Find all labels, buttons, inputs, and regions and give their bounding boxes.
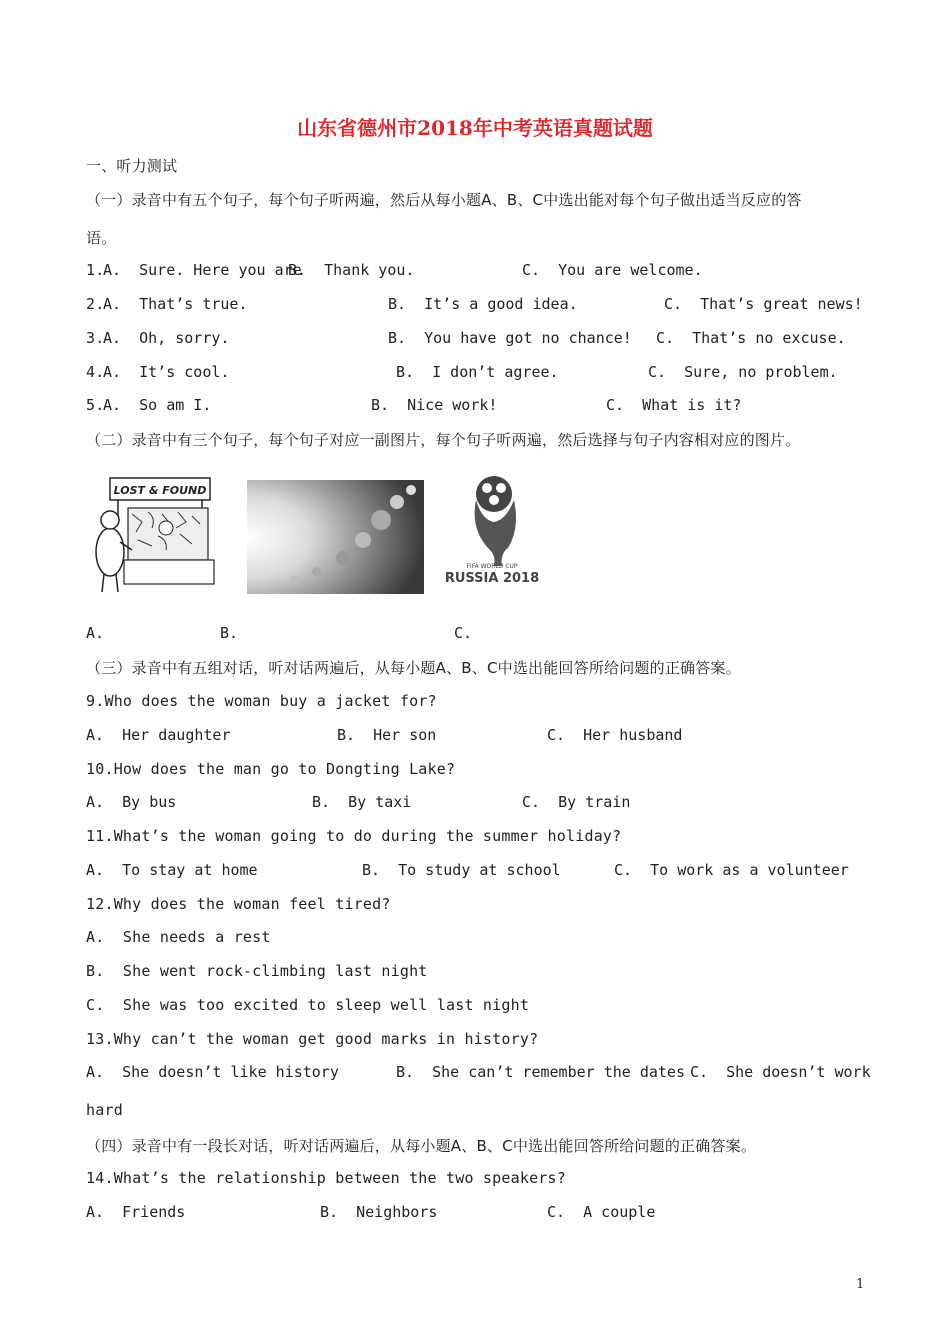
q13-option-b: B. She can’t remember the dates (396, 1063, 685, 1081)
q13-option-c-cont: hard (86, 1101, 123, 1119)
q11-option-c: C. To work as a volunteer (614, 861, 849, 879)
q10-question: 10.How does the man go to Dongting Lake? (86, 760, 456, 778)
q9-option-a: A. Her daughter (86, 726, 231, 744)
picture-label-c: C. (454, 624, 473, 642)
q10-option-c: C. By train (522, 793, 631, 811)
q1-number: 1. (86, 261, 105, 279)
q4-option-a: A. It’s cool. (103, 363, 230, 381)
q14-option-c: C. A couple (547, 1203, 656, 1221)
q12-option-b: B. She went rock-climbing last night (86, 962, 428, 980)
picture-label-b: B. (220, 624, 239, 642)
q1-option-b: B. Thank you. (288, 261, 415, 279)
part2-intro: （二）录音中有三个句子，每个句子对应一副图片，每个句子听两遍，然后选择与句子内容相对应的图片。 (86, 431, 801, 449)
q13-option-a: A. She doesn’t like history (86, 1063, 339, 1081)
q3-number: 3. (86, 329, 105, 347)
q9-option-c: C. Her husband (547, 726, 683, 744)
page-title: 山东省德州市2018年中考英语真题试题 (297, 116, 653, 140)
q4-option-b: B. I don’t agree. (396, 363, 559, 381)
russia-2018-text: RUSSIA 2018 (444, 571, 540, 586)
part3-intro: （三）录音中有五组对话，听对话两遍后，从每小题A、B、C中选出能回答所给问题的正确答案。 (86, 659, 741, 677)
q2-option-a: A. That’s true. (103, 295, 248, 313)
q3-option-b: B. You have got no chance! (388, 329, 632, 347)
q13-question: 13.Why can’t the woman get good marks in history? (86, 1030, 539, 1048)
fifa-text: FIFA WORLD CUP (466, 563, 518, 570)
q10-option-a: A. By bus (86, 793, 177, 811)
q9-option-b: B. Her son (337, 726, 437, 744)
section-heading: 一、听力测试 (86, 157, 178, 175)
q14-question: 14.What’s the relationship between the two speakers? (86, 1169, 566, 1187)
q5-option-a: A. So am I. (103, 396, 212, 414)
part1-intro-cont: 语。 (86, 229, 117, 247)
solar-system-picture (247, 480, 424, 594)
q10-option-b: B. By taxi (312, 793, 412, 811)
q13-option-c: C. She doesn’t work (690, 1063, 871, 1081)
q11-option-b: B. To study at school (362, 861, 561, 879)
q3-option-a: A. Oh, sorry. (103, 329, 230, 347)
q14-option-b: B. Neighbors (320, 1203, 438, 1221)
q3-option-c: C. That’s no excuse. (656, 329, 846, 347)
q11-option-a: A. To stay at home (86, 861, 258, 879)
q5-number: 5. (86, 396, 105, 414)
q1-option-c: C. You are welcome. (522, 261, 703, 279)
page-number: 1 (856, 1277, 865, 1292)
part4-intro: （四）录音中有一段长对话，听对话两遍后，从每小题A、B、C中选出能回答所给问题的正确答案。 (86, 1137, 757, 1155)
q2-number: 2. (86, 295, 105, 313)
q12-option-a: A. She needs a rest (86, 928, 271, 946)
q5-option-c: C. What is it? (606, 396, 742, 414)
q9-question: 9.Who does the woman buy a jacket for? (86, 692, 437, 710)
q5-option-b: B. Nice work! (371, 396, 498, 414)
q1-option-a: A. Sure. Here you are (103, 261, 302, 279)
q2-option-c: C. That’s great news! (664, 295, 863, 313)
q2-option-b: B. It’s a good idea. (388, 295, 578, 313)
q12-option-c: C. She was too excited to sleep well last night (86, 996, 530, 1014)
q14-option-a: A. Friends (86, 1203, 186, 1221)
q11-question: 11.What’s the woman going to do during the summer holiday? (86, 827, 622, 845)
q12-question: 12.Why does the woman feel tired? (86, 895, 391, 913)
picture-label-a: A. (86, 624, 105, 642)
world-cup-logo (440, 470, 545, 596)
lost-found-cartoon (88, 470, 216, 596)
q4-number: 4. (86, 363, 105, 381)
part1-intro: （一）录音中有五个句子，每个句子听两遍，然后从每小题A、B、C中选出能对每个句子做出适当反应的答 (86, 191, 802, 209)
q4-option-c: C. Sure, no problem. (648, 363, 838, 381)
lost-found-sign-text: LOST & FOUND (113, 484, 207, 497)
